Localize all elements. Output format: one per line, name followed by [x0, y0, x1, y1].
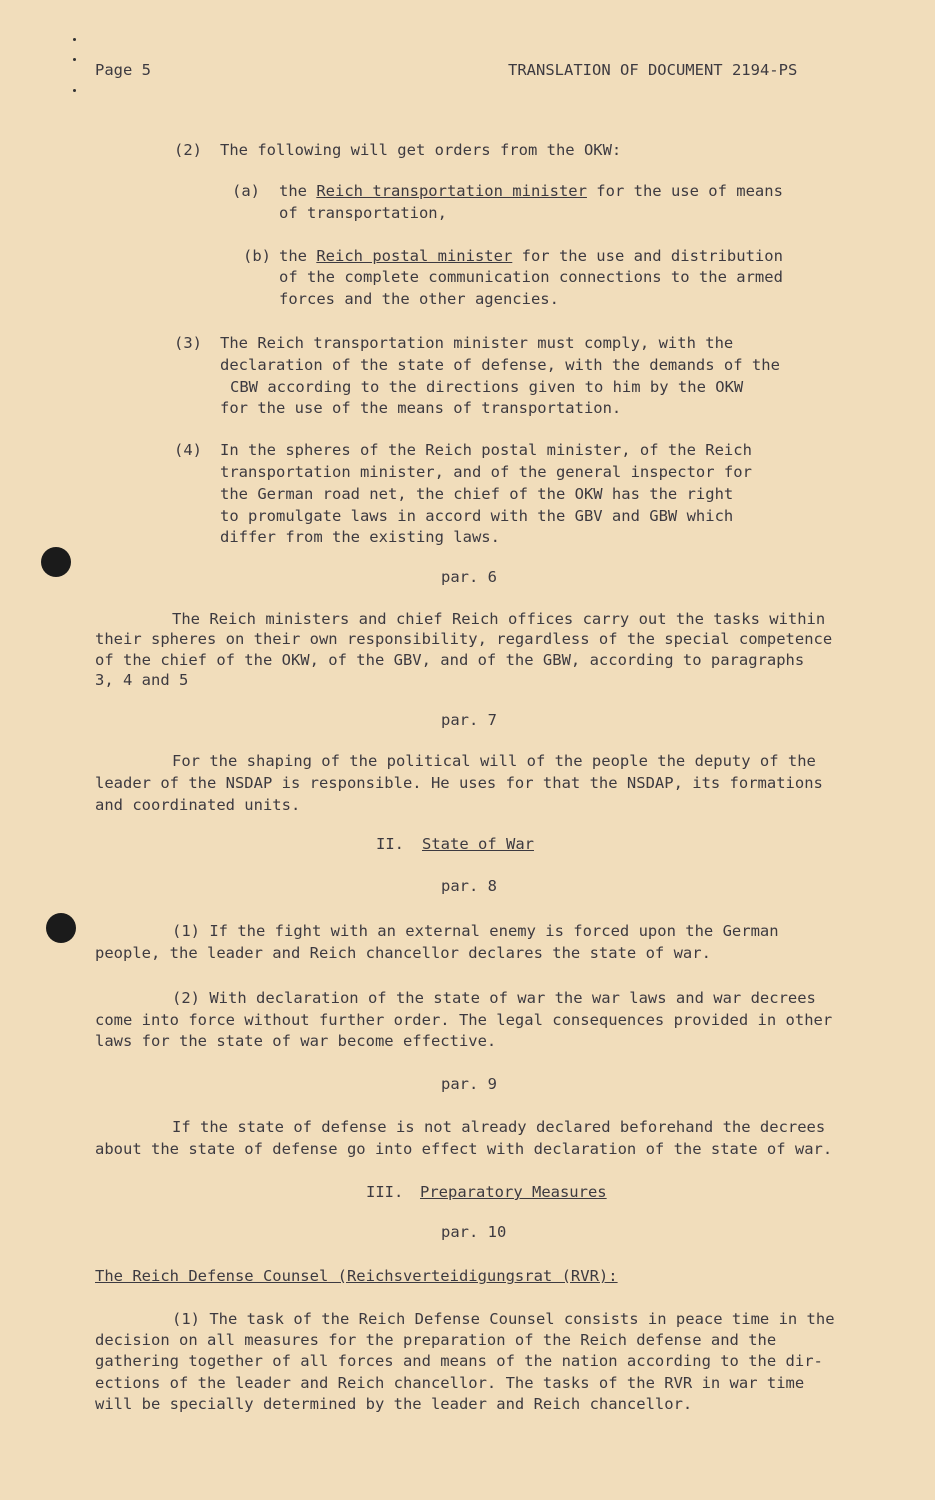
par-6-line: their spheres on their own responsibility, regardless of the special competence [95, 630, 833, 648]
par-9-line: about the state of defense go into effect with declaration of the state of war. [95, 1140, 833, 1158]
margin-dot-top [73, 38, 76, 41]
item-a-line-1: the Reich transportation minister for the use of means [279, 182, 783, 200]
par-7-line: For the shaping of the political will of the people the deputy of the [172, 752, 816, 770]
section-ii-number: II. [376, 835, 404, 853]
par-10-subheading: The Reich Defense Counsel (Reichsverteidigungsrat (RVR): [95, 1267, 618, 1285]
margin-dot-bottom [73, 89, 76, 92]
section-3-line: declaration of the state of defense, with the demands of the [220, 356, 780, 374]
par-8-p2-line: (2) With declaration of the state of war the war laws and war decrees [172, 989, 816, 1007]
item-b-label: (b) [243, 247, 271, 265]
section-4-line: In the spheres of the Reich postal minister, of the Reich [220, 441, 752, 459]
par-6-heading: par. 6 [441, 568, 497, 586]
punch-hole-lower [46, 913, 76, 943]
margin-dot-middle [73, 58, 76, 61]
par-10-line: decision on all measures for the preparation of the Reich defense and the [95, 1331, 777, 1349]
section-4-line: transportation minister, and of the general inspector for [220, 463, 752, 481]
section-3-line: The Reich transportation minister must comply, with the [220, 334, 734, 352]
section-iii-title: Preparatory Measures [420, 1183, 607, 1201]
par-8-p1-line: people, the leader and Reich chancellor declares the state of war. [95, 944, 711, 962]
par-10-heading: par. 10 [441, 1223, 507, 1241]
section-3-line: CBW according to the directions given to him by the OKW [230, 378, 744, 396]
reich-transportation-minister-term: Reich transportation minister [316, 182, 587, 200]
par-10-line: gathering together of all forces and means of the nation according to the dir- [95, 1352, 823, 1370]
item-a-label: (a) [232, 182, 260, 200]
par-8-heading: par. 8 [441, 877, 497, 895]
par-7-line: and coordinated units. [95, 796, 301, 814]
par-10-line: ections of the leader and Reich chancellor. The tasks of the RVR in war time [95, 1374, 805, 1392]
section-4-number: (4) [174, 441, 202, 459]
par-6-line: 3, 4 and 5 [95, 671, 189, 689]
section-4-line: differ from the existing laws. [220, 528, 500, 546]
section-3-line: for the use of the means of transportation. [220, 399, 622, 417]
section-4-line: the German road net, the chief of the OKW has the right [220, 485, 734, 503]
par-6-line: The Reich ministers and chief Reich offices carry out the tasks within [172, 610, 826, 628]
section-iii-number: III. [366, 1183, 404, 1201]
par-9-heading: par. 9 [441, 1075, 497, 1093]
section-2-text: The following will get orders from the OKW: [220, 141, 622, 159]
item-b-line-3: forces and the other agencies. [279, 290, 559, 308]
item-b-line-2: of the complete communication connections to the armed [279, 268, 783, 286]
par-7-heading: par. 7 [441, 711, 497, 729]
punch-hole-upper [41, 547, 71, 577]
section-ii-title: State of War [422, 835, 534, 853]
par-6-line: of the chief of the OKW, of the GBV, and of the GBW, according to paragraphs [95, 651, 805, 669]
section-2-number: (2) [174, 141, 202, 159]
par-8-p1-line: (1) If the fight with an external enemy is forced upon the German [172, 922, 779, 940]
par-7-line: leader of the NSDAP is responsible. He uses for that the NSDAP, its formations [95, 774, 823, 792]
par-8-p2-line: come into force without further order. The legal consequences provided in other [95, 1011, 833, 1029]
par-10-line: will be specially determined by the leader and Reich chancellor. [95, 1395, 693, 1413]
page-number: Page 5 [95, 61, 151, 79]
reich-postal-minister-term: Reich postal minister [316, 247, 513, 265]
document-title: TRANSLATION OF DOCUMENT 2194-PS [508, 61, 798, 79]
section-3-number: (3) [174, 334, 202, 352]
par-9-line: If the state of defense is not already declared beforehand the decrees [172, 1118, 826, 1136]
section-4-line: to promulgate laws in accord with the GBV and GBW which [220, 507, 734, 525]
item-b-line-1: the Reich postal minister for the use and distribution [279, 247, 783, 265]
par-10-line: (1) The task of the Reich Defense Counsel consists in peace time in the [172, 1310, 835, 1328]
item-a-line-2: of transportation, [279, 204, 447, 222]
par-8-p2-line: laws for the state of war become effective. [95, 1032, 497, 1050]
